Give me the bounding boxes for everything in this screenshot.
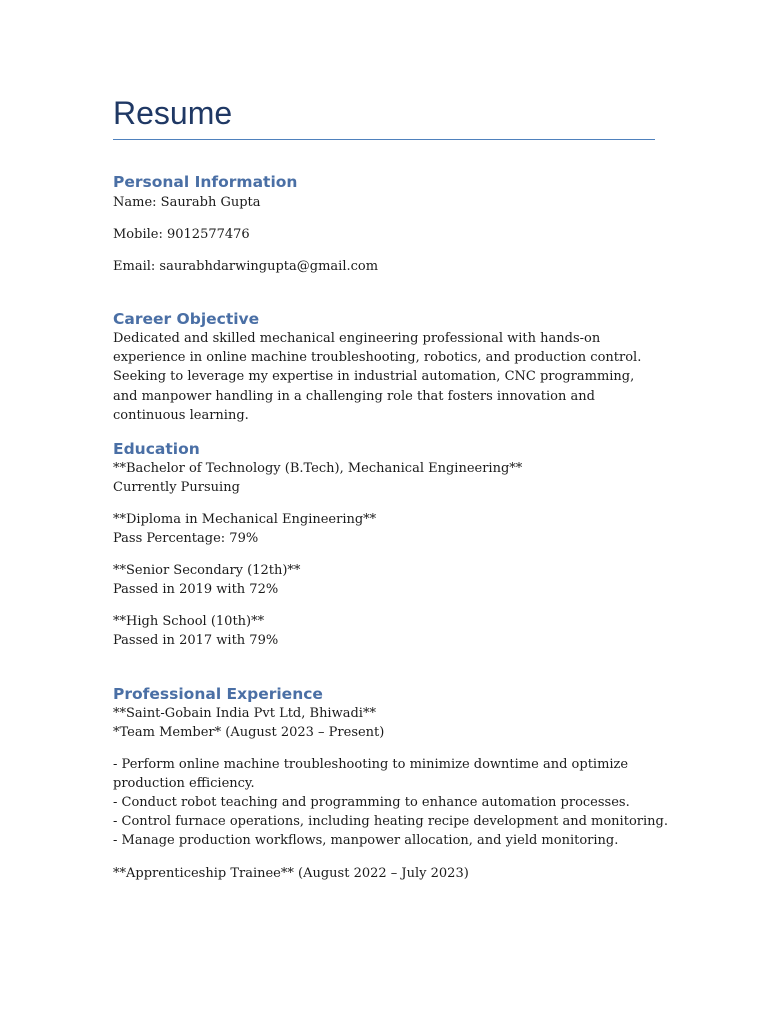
education-degree: **Senior Secondary (12th)**	[113, 563, 301, 578]
experience-bullet: - Conduct robot teaching and programming to enhance automation processes.	[113, 795, 630, 810]
career-objective-text: Dedicated and skilled mechanical engineering professional with hands-on experience in online machine troubleshooting, robotics, and production control. Seeking to leverage my expertise in industrial automation, CNC programming, and manpower handling in a challenging role that fosters innovation and continuous learning.	[113, 331, 642, 423]
document-title: Resume	[113, 95, 233, 131]
company-name: **Saint-Gobain India Pvt Ltd, Bhiwadi**	[113, 706, 376, 721]
experience-bullet: - Manage production workflows, manpower allocation, and yield monitoring.	[113, 833, 619, 848]
title-divider	[113, 139, 655, 140]
education-heading: Education	[113, 440, 200, 458]
education-degree: **High School (10th)**	[113, 614, 265, 629]
mobile-line: Mobile: 9012577476	[113, 227, 250, 242]
education-degree: **Bachelor of Technology (B.Tech), Mechanical Engineering**	[113, 461, 523, 476]
education-detail: Passed in 2017 with 79%	[113, 633, 279, 648]
previous-role: **Apprenticeship Trainee** (August 2022 – July 2023)	[113, 866, 469, 881]
career-objective-heading: Career Objective	[113, 310, 260, 328]
email-line: Email: saurabhdarwingupta@gmail.com	[113, 259, 379, 274]
professional-experience-heading: Professional Experience	[113, 685, 323, 703]
name-line: Name: Saurabh Gupta	[113, 195, 261, 210]
personal-information-heading: Personal Information	[113, 173, 298, 191]
experience-bullet: - Perform online machine troubleshooting to minimize downtime and optimize production efficiency.	[113, 757, 629, 792]
experience-bullet: - Control furnace operations, including heating recipe development and monitoring.	[113, 814, 668, 829]
education-detail: Passed in 2019 with 72%	[113, 582, 279, 597]
education-detail: Currently Pursuing	[113, 480, 240, 495]
education-detail: Pass Percentage: 79%	[113, 531, 259, 546]
education-degree: **Diploma in Mechanical Engineering**	[113, 512, 377, 527]
job-role: *Team Member* (August 2023 – Present)	[113, 725, 385, 740]
